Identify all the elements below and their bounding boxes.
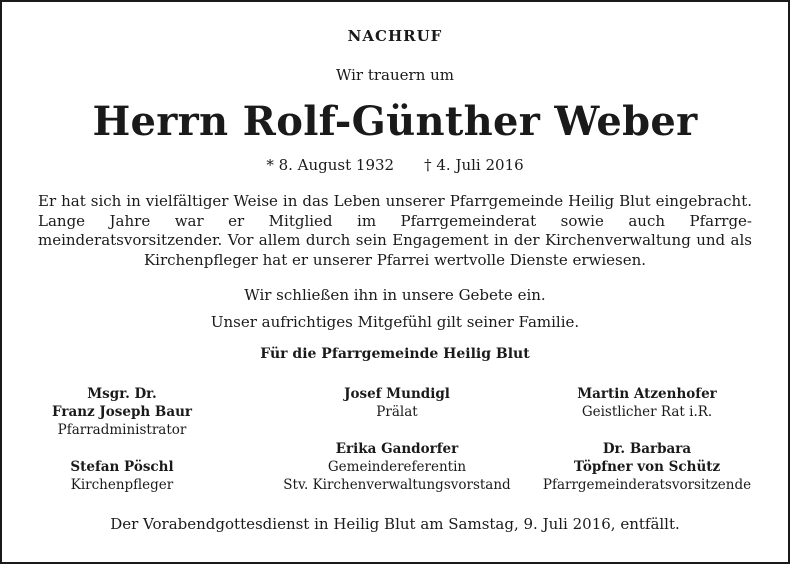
death-date: † 4. Juli 2016 [424, 156, 524, 174]
signatory-name-line1: Msgr. Dr. [87, 386, 157, 402]
signatory-name: Stefan Pöschl [70, 459, 174, 475]
signatory-role-line1: Gemeindereferentin [327, 459, 467, 475]
intro-line: Wir trauern um [335, 66, 455, 84]
notice-heading: NACHRUF [347, 27, 443, 45]
biography-text: Er hat sich in vielfältiger Weise in das Leben unserer Pfarrgemeinde Heilig Blut eingebracht. Lange Jahre war er Mitglied im Pfarrgemeinderat sowie auch Pfarrgemeinderatsvorsitzender. Vor allem durch sein Engagement in der Kirchenverwaltung und als Kirchenpfleger hat er unserer Pfarrei wertvolle Dienste erwiesen. [38, 192, 752, 269]
signatory-role: Pfarradministrator [57, 422, 187, 438]
signatory-role: Prälat [376, 404, 418, 420]
signatory-name: Erika Gandorfer [335, 441, 459, 457]
signatory-toepfner [532, 440, 762, 494]
signatory-name: Martin Atzenhofer [577, 386, 717, 402]
signatory-role: Kirchenpfleger [70, 477, 174, 493]
signatory-name-line2: Töpfner von Schütz [573, 459, 721, 475]
prayer-line: Wir schließen ihn in unsere Gebete ein. [244, 286, 546, 304]
signatory-name-line1: Dr. Barbara [602, 441, 692, 457]
signatory-gandorfer [252, 440, 542, 494]
signatory-name-line2: Franz Joseph Baur [51, 404, 192, 420]
signatory-name: Josef Mundigl [344, 386, 450, 402]
birth-date: * 8. August 1932 [266, 156, 395, 174]
condolence-line: Unser aufrichtiges Mitgefühl gilt seiner Familie. [210, 313, 580, 331]
service-notice: Der Vorabendgottesdienst in Heilig Blut am Samstag, 9. Juli 2016, entfällt. [110, 515, 680, 533]
signatory-atzenhofer [542, 385, 752, 421]
signatory-role-line2: Stv. Kirchenverwaltungsvorstand [283, 477, 511, 493]
signatory-role: Geistlicher Rat i.R. [581, 404, 713, 420]
life-dates [2, 156, 788, 174]
signatory-baur [22, 385, 222, 439]
on-behalf-line: Für die Pfarrgemeinde Heilig Blut [260, 346, 530, 362]
signatory-role: Pfarrgemeinderatsvorsitzende [542, 477, 752, 493]
deceased-name: Herrn Rolf-Günther Weber [92, 98, 698, 145]
signatory-poeschl [22, 458, 222, 494]
signatory-mundigl [287, 385, 507, 421]
